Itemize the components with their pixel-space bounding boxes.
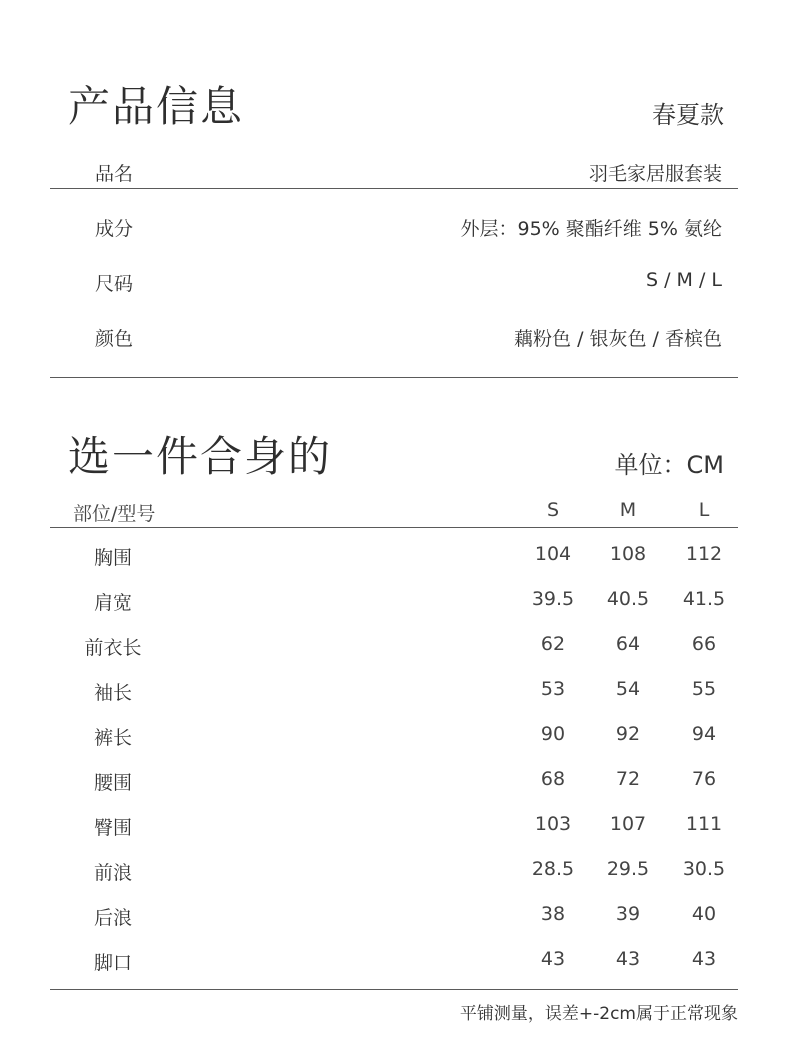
size-chart-title: 选一件合身的 [68,432,333,481]
info-label-color: 颜色 [95,328,134,350]
size-cell-m: 64 [615,633,641,655]
size-cell-m: 40.5 [606,588,650,610]
divider [50,377,738,378]
info-value-name: 羽毛家居服套装 [588,163,722,185]
size-cell-s: 68 [540,768,566,790]
size-row-name: 后浪 [93,907,132,929]
divider [50,527,738,528]
size-cell-s: 53 [540,678,566,700]
size-cell-l: 30.5 [682,858,726,880]
size-cell-s: 39.5 [531,588,575,610]
size-cell-s: 62 [540,633,566,655]
size-cell-l: 66 [691,633,717,655]
size-cell-m: 92 [615,723,641,745]
size-cell-m: 107 [609,813,647,835]
size-row-name: 肩宽 [93,592,132,614]
size-row-name: 袖长 [93,682,132,704]
size-row-name: 前浪 [93,862,132,884]
size-header-s: S [546,499,560,521]
size-cell-l: 112 [685,543,723,565]
size-cell-s: 103 [534,813,572,835]
size-cell-l: 94 [691,723,717,745]
size-cell-l: 43 [691,948,717,970]
size-cell-m: 39 [615,903,641,925]
divider [50,989,738,990]
size-cell-s: 38 [540,903,566,925]
info-value-material: 外层：95% 聚酯纤维 5% 氨纶 [460,218,722,240]
size-cell-s: 90 [540,723,566,745]
size-cell-m: 54 [615,678,641,700]
size-row-name: 脚口 [93,952,132,974]
measurement-note: 平铺测量，误差+-2cm属于正常现象 [459,1004,738,1024]
info-label-material: 成分 [95,218,134,240]
size-header-label: 部位/型号 [73,503,156,525]
size-cell-s: 28.5 [531,858,575,880]
size-header-l: L [698,499,710,521]
divider [50,188,738,189]
info-value-size: S / M / L [646,269,722,291]
size-cell-s: 104 [534,543,572,565]
size-header-m: M [619,499,637,521]
size-row-name: 腰围 [93,772,132,794]
size-cell-l: 40 [691,903,717,925]
info-label-size: 尺码 [95,273,134,295]
size-cell-m: 43 [615,948,641,970]
size-row-name: 裤长 [93,727,132,749]
product-info-title: 产品信息 [68,82,245,131]
size-cell-m: 108 [609,543,647,565]
size-cell-l: 111 [685,813,723,835]
unit-label: 单位：CM [614,451,724,479]
size-cell-l: 55 [691,678,717,700]
info-label-name: 品名 [95,163,134,185]
size-row-name: 前衣长 [84,637,142,659]
size-cell-l: 76 [691,768,717,790]
size-cell-s: 43 [540,948,566,970]
size-row-name: 臀围 [93,817,132,839]
season-tag: 春夏款 [652,101,724,129]
info-value-color: 藕粉色 / 银灰色 / 香槟色 [514,328,722,350]
size-row-name: 胸围 [93,547,132,569]
size-cell-m: 29.5 [606,858,650,880]
size-cell-m: 72 [615,768,641,790]
size-cell-l: 41.5 [682,588,726,610]
